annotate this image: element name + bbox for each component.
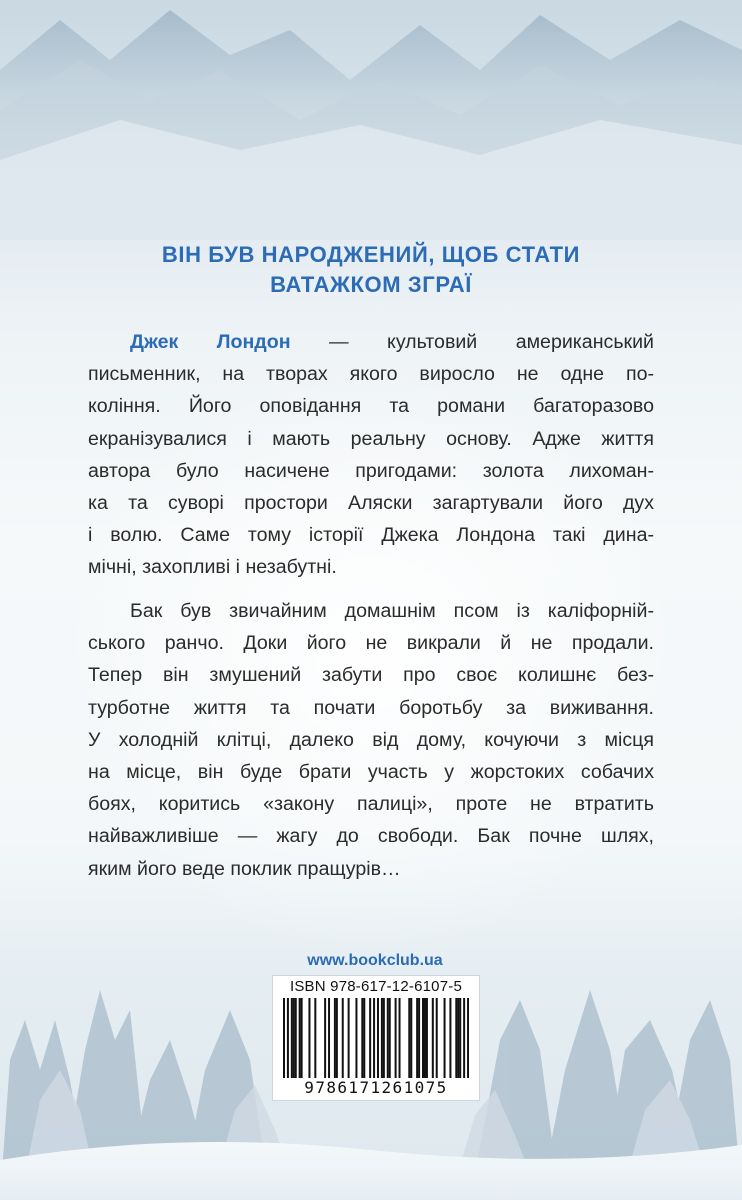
barcode-bar bbox=[355, 998, 357, 1078]
barcode-bar bbox=[287, 998, 289, 1078]
barcode-bar bbox=[436, 998, 438, 1078]
synopsis-line-8: найважливіше — жагу до свободи. Бак почне шлях, bbox=[88, 825, 654, 848]
heading-line-2: ВАТАЖКОМ ЗГРАЇ bbox=[270, 272, 472, 297]
author-line-2: письменник, на творах якого виросло не одне по- bbox=[88, 363, 654, 386]
barcode-bar bbox=[389, 998, 391, 1078]
author-name: Джек Лондон bbox=[130, 331, 291, 353]
synopsis-line-9: яким його веде поклик пращурів… bbox=[88, 857, 401, 880]
barcode-bar bbox=[328, 998, 330, 1078]
isbn-label: ISBN 978-617-12-6107-5 bbox=[289, 978, 462, 995]
barcode-bar bbox=[342, 998, 344, 1078]
isbn-barcode bbox=[272, 975, 480, 1101]
barcode-bar bbox=[381, 998, 383, 1078]
barcode-bar bbox=[377, 998, 379, 1078]
barcode-bar bbox=[426, 998, 428, 1078]
barcode-bar bbox=[295, 998, 297, 1078]
barcode-bar bbox=[334, 998, 336, 1078]
author-line-3: коління. Його оповідання та романи багаторазово bbox=[88, 395, 654, 418]
barcode-bar bbox=[336, 998, 338, 1078]
author-line-6: ка та суворі простори Аляски загартували його дух bbox=[88, 491, 654, 514]
synopsis-line-1: Бак був звичайним домашнім псом із каліфорній- bbox=[130, 600, 654, 622]
synopsis-line-7: боях, коритись «закону палиці», проте не втратить bbox=[88, 793, 654, 816]
synopsis-line-4: турботне життя та почати боротьбу за виживання. bbox=[88, 696, 654, 719]
author-line-5: автора було насичене пригодами: золота лихоман- bbox=[88, 459, 654, 482]
snowy-mountains-background bbox=[0, 0, 742, 240]
barcode-bar bbox=[301, 998, 303, 1078]
synopsis-line-3: Тепер він змушений забути про своє колишнє без- bbox=[88, 664, 654, 687]
barcode-bar bbox=[308, 998, 310, 1078]
barcode-bar bbox=[444, 998, 446, 1078]
synopsis-line-5: У холодній клітці, далеко від дому, кочуючи з місця bbox=[88, 728, 654, 751]
barcode-bar bbox=[399, 998, 401, 1078]
author-line-1: Джек Лондон — культовий американський bbox=[130, 331, 654, 353]
barcode-bar bbox=[314, 998, 316, 1078]
author-paragraph bbox=[88, 326, 654, 584]
barcode-bar bbox=[422, 998, 424, 1078]
barcode-bar bbox=[299, 998, 301, 1078]
barcode-bar bbox=[363, 998, 365, 1078]
barcode-bar bbox=[410, 998, 412, 1078]
barcode-bar bbox=[383, 998, 385, 1078]
barcode-bar bbox=[416, 998, 418, 1078]
barcode-bar bbox=[348, 998, 350, 1078]
barcode-bar bbox=[455, 998, 457, 1078]
barcode-bar bbox=[418, 998, 420, 1078]
author-line-4: екранізувалися і мають реальну основу. Адже життя bbox=[88, 427, 654, 450]
barcode-bar bbox=[424, 998, 426, 1078]
author-line-7: і волю. Саме тому історії Джека Лондона такі дина- bbox=[88, 524, 654, 547]
heading-line-1: ВІН БУВ НАРОДЖЕНИЙ, ЩОБ СТАТИ bbox=[161, 242, 581, 267]
barcode-bar bbox=[408, 998, 410, 1078]
barcode-bars bbox=[283, 998, 469, 1078]
barcode-bar bbox=[291, 998, 293, 1078]
synopsis-paragraph bbox=[88, 595, 654, 885]
barcode-bar bbox=[373, 998, 375, 1078]
barcode-bar bbox=[395, 998, 397, 1078]
barcode-bar bbox=[449, 998, 451, 1078]
barcode-bar bbox=[432, 998, 434, 1078]
barcode-bar bbox=[361, 998, 363, 1078]
barcode-bar bbox=[459, 998, 461, 1078]
barcode-bar bbox=[293, 998, 295, 1078]
barcode-bar bbox=[457, 998, 459, 1078]
barcode-bar bbox=[369, 998, 371, 1078]
barcode-bar bbox=[283, 998, 285, 1078]
barcode-bar bbox=[387, 998, 389, 1078]
publisher-website: www.bookclub.ua bbox=[307, 952, 443, 969]
barcode-bar bbox=[324, 998, 326, 1078]
barcode-bar bbox=[467, 998, 469, 1078]
author-line-8: мічні, захопливі і незабутні. bbox=[88, 556, 337, 579]
barcode-digits: 9786171261075 bbox=[304, 1078, 448, 1097]
synopsis-line-2: ського ранчо. Доки його не викрали й не продали. bbox=[88, 632, 654, 655]
barcode-bar bbox=[463, 998, 465, 1078]
synopsis-line-6: на місце, він буде брати участь у жорстоких собачих bbox=[88, 760, 654, 783]
